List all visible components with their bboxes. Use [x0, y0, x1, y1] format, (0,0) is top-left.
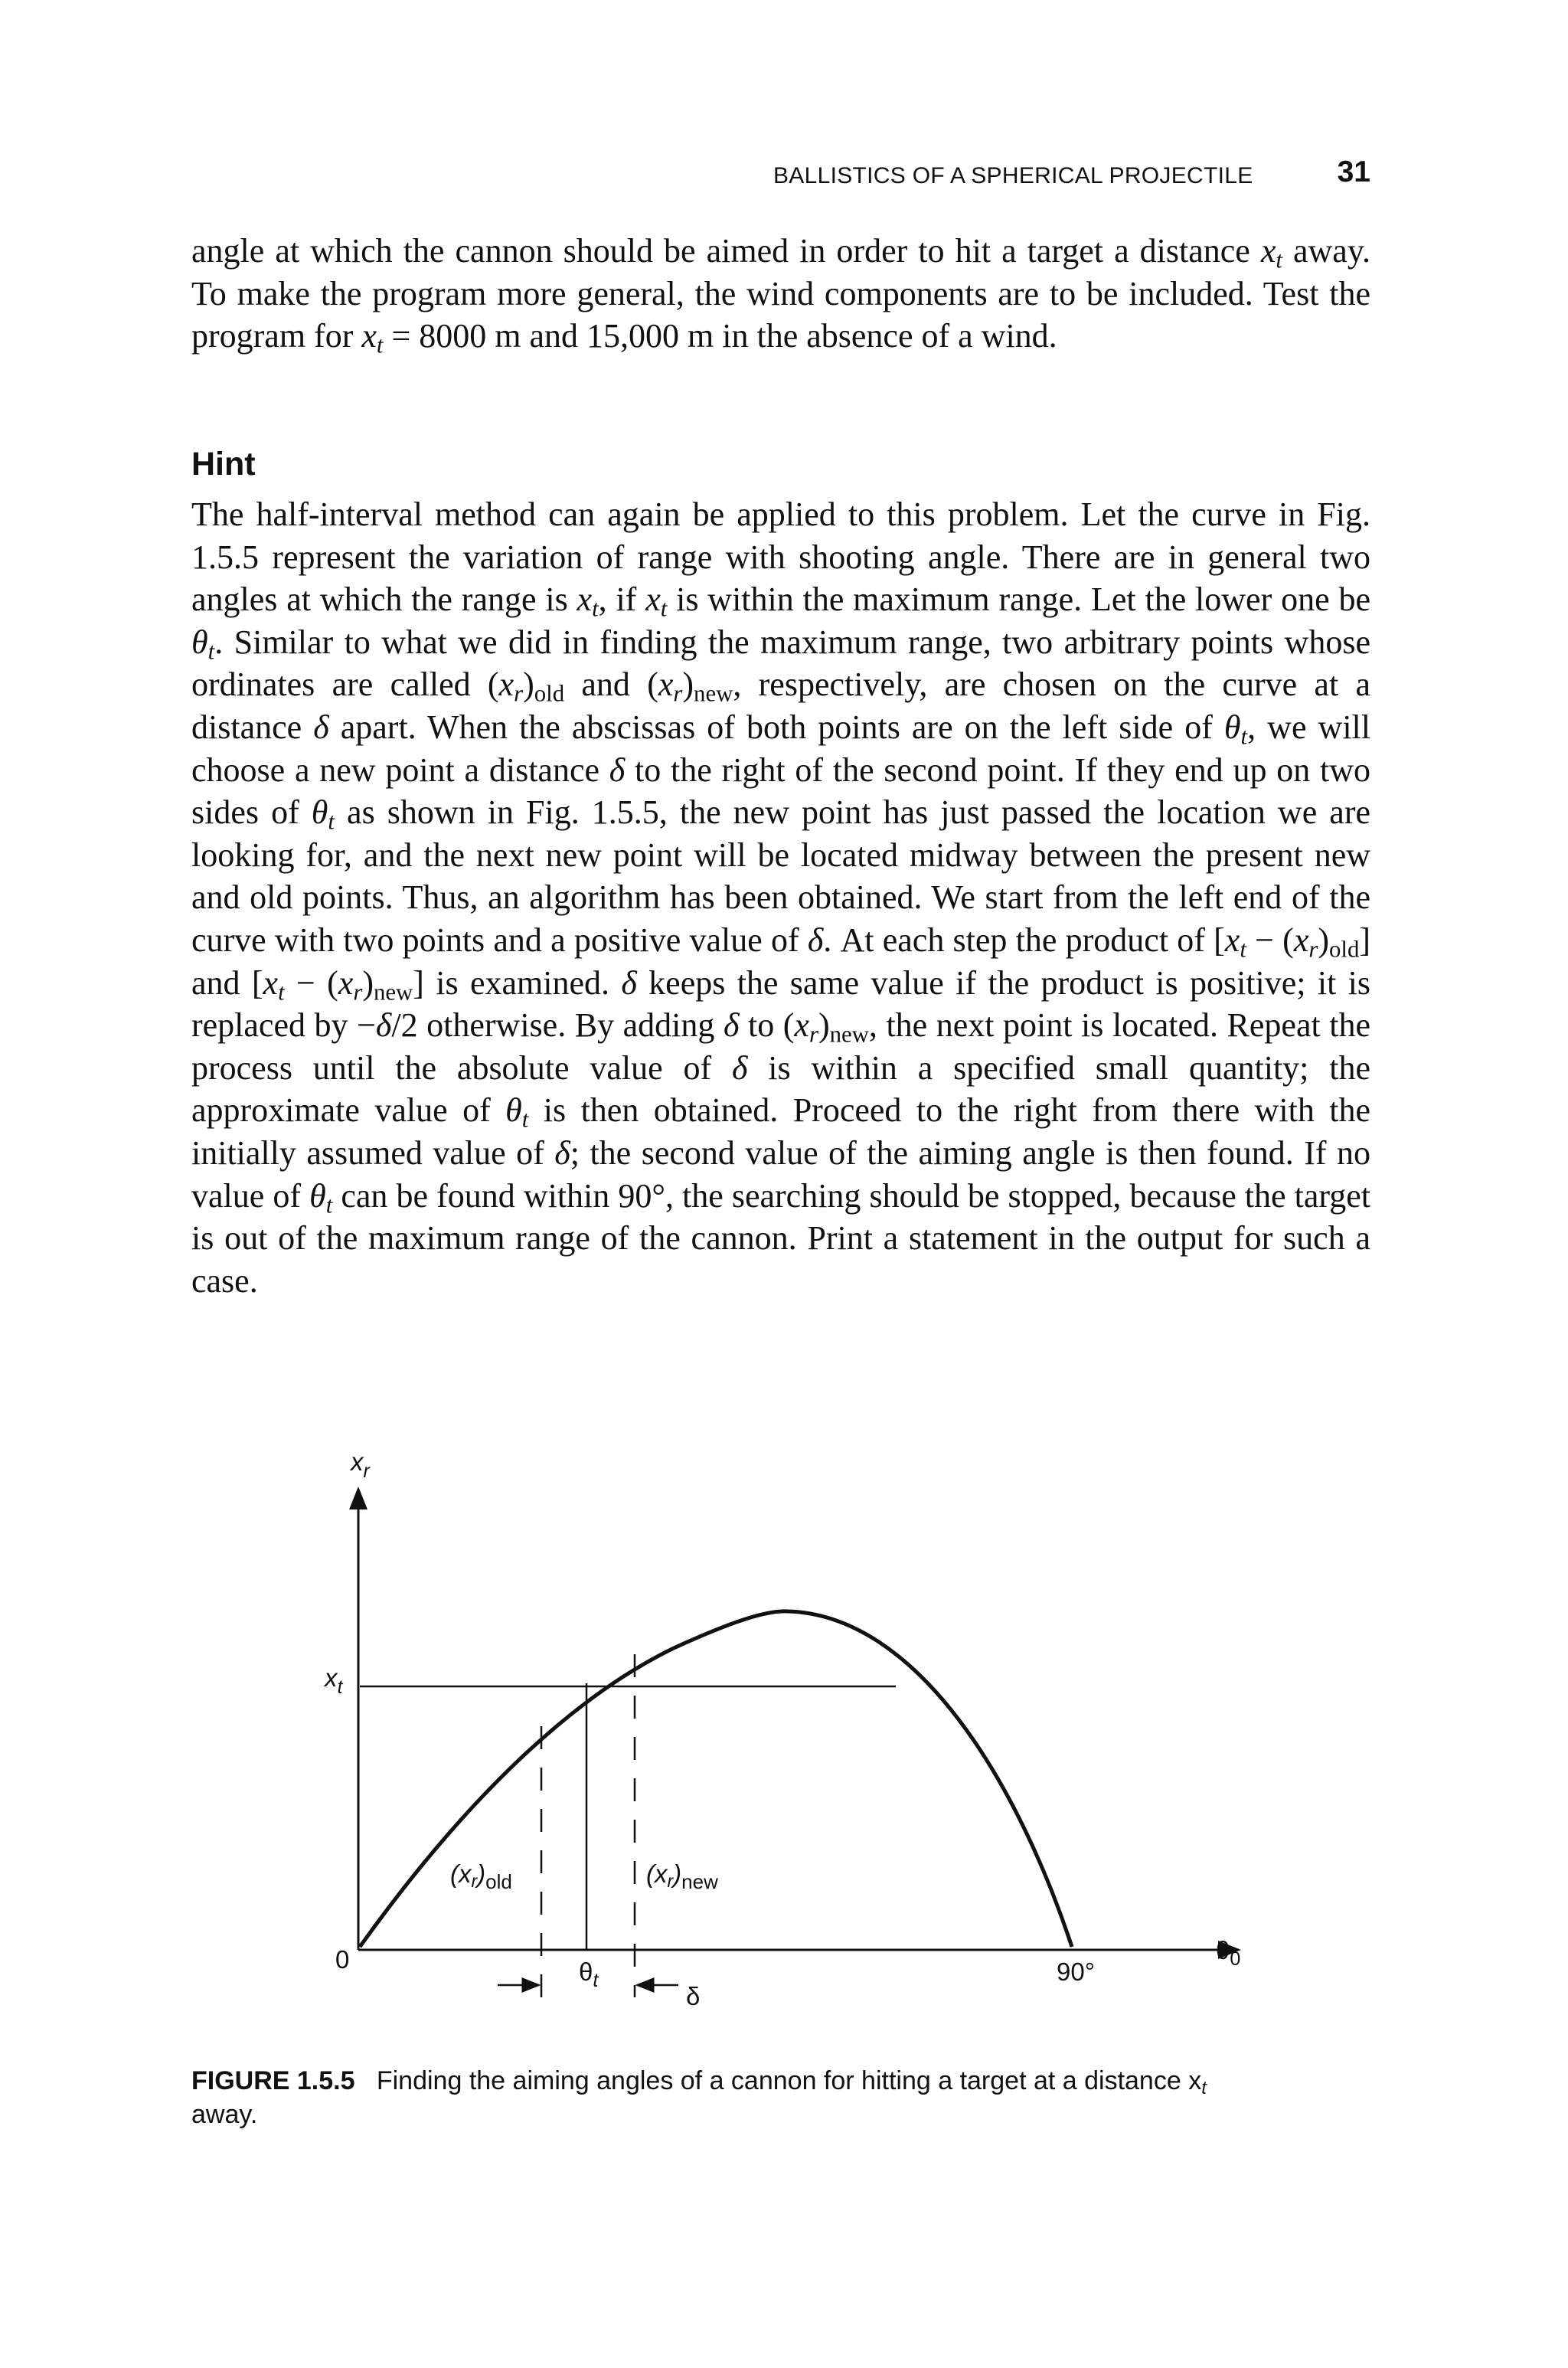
- y-axis-label: $x_r$: [351, 1447, 370, 1482]
- hint-paragraph: The half-interval method can again be applied to this problem. Let the curve in Fig. 1.5.5 represent the variation of range with shooting angle. There are in general two angles at which the range is $x_t$, if $x_t$ is within the maximum range. Let the lower one be $\theta_t$. Similar to what we did in finding the maximum range, two arbitrary points whose ordinates are called $(x_r)_{old}$ and $(x_r)_{new}$, respectively, are chosen on the curve at a distance δ apart. When the abscissas of both points are on the left side of $\theta_t$, we will choose a new point a distance δ to the right of the second point. If they end up on two sides of $\theta_t$ as shown in Fig. 1.5.5, the new point has just passed the location we are looking for, and the next new point will be located midway between the present new and old points. Thus, an algorithm has been obtained. We start from the left end of the curve with two points and a positive value of δ. At each step the product of $[x_t - (x_r)_{old}]$ and $[x_t - (x_r)_{new}]$ is examined. δ keeps the same value if the product is positive; it is replaced by −δ/2 otherwise. By adding δ to $(x_r)_{new}$, the next point is located. Repeat the process until the absolute value of δ is within a specified small quantity; the approximate value of $\theta_t$ is then obtained. Proceed to the right from there with the initially assumed value of δ; the second value of the aiming angle is then found. If no value of $\theta_t$ can be found within 90°, the searching should be stopped, because the target is out of the maximum range of the cannon. Print a statement in the output for such a case.: [191, 496, 1371, 1300]
- origin-label: 0: [335, 1945, 350, 1974]
- page-number: 31: [1337, 155, 1370, 188]
- xr-old-label: $(xr)_{old}$: [450, 1859, 512, 1893]
- ninety-degree-label: 90°: [1057, 1958, 1095, 1986]
- caption-text: Finding the aiming angles of a cannon for hitting a target at a distance x: [376, 2066, 1202, 2095]
- intro-paragraph: angle at which the cannon should be aimed in order to hit a target a distance $x_t$ away. To make the program more general, the wind components are to be included. Test the program for $x_t = 8000$ m and 15,000 m in the absence of a wind.: [191, 232, 1370, 358]
- running-head: BALLISTICS OF A SPHERICAL PROJECTILE: [773, 163, 1253, 188]
- theta-t-label: $\theta_t$: [579, 1958, 599, 1991]
- figure-caption: FIGURE 1.5.5 Finding the aiming angles of a cannon for hitting a target at a distance $x_t$ away.: [191, 2066, 1207, 2129]
- caption-text-end: away.: [191, 2100, 258, 2129]
- xt-label: $x_t$: [325, 1663, 343, 1698]
- caption-label: FIGURE 1.5.5: [191, 2066, 355, 2095]
- hint-heading: Hint: [191, 446, 256, 482]
- xr-new-label: $(xr)_{new}$: [646, 1859, 718, 1893]
- x-axis-label: $\theta_0$: [1216, 1936, 1241, 1970]
- range-curve: [360, 1611, 1072, 1947]
- delta-label: δ: [686, 1982, 701, 2010]
